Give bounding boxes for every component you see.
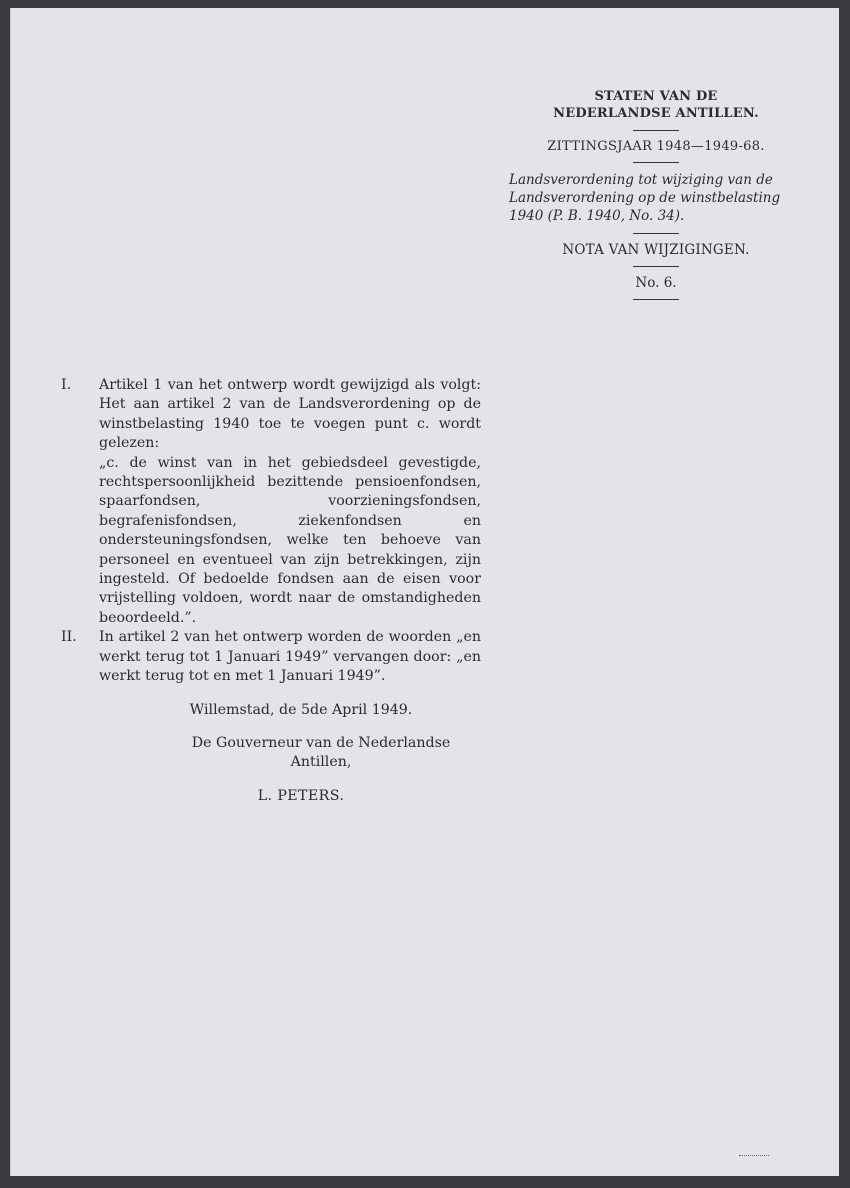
place-date: Willemstad, de 5de April 1949. xyxy=(189,701,413,718)
document-header xyxy=(501,88,811,308)
signatory-name: L. PETERS. xyxy=(257,787,345,804)
article-quote: „c. de winst van in het gebiedsdeel gevestigde, rechtspersoonlijkheid bezittende pensioenfondsen, spaarfondsen, voorzieningsfondsen, begrafenisfondsen, ziekenfondsen en ondersteuningsfondsen, welke ten behoeve van personeel en eventueel van zijn betrekkingen, zijn ingesteld. Of bedoelde fondsen aan de eisen voor vrijstelling voldoen, wordt naar de omstandigheden beoordeeld.”. xyxy=(99,454,481,626)
divider xyxy=(633,266,679,267)
session-year: ZITTINGSJAAR 1948—1949-68. xyxy=(547,139,765,154)
parliament-title-line1: STATEN VAN DE xyxy=(594,89,718,104)
divider xyxy=(633,299,679,300)
document-number: No. 6. xyxy=(635,275,677,291)
divider xyxy=(633,130,679,131)
article-item xyxy=(61,628,481,686)
amendments-body xyxy=(61,376,481,806)
article-text: In artikel 2 van het ontwerp worden de woorden „en werkt terug tot 1 Januari 1949” vervangen door: „en werkt terug tot en met 1 Januari 1949”. xyxy=(99,629,481,685)
document-type: NOTA VAN WIJZIGINGEN. xyxy=(562,242,750,258)
article-text: Artikel 1 van het ontwerp wordt gewijzigd als volgt: Het aan artikel 2 van de Landsverordening op de winstbelasting 1940 toe te voegen punt c. wordt gelezen: xyxy=(99,377,481,452)
signatory-office: De Gouverneur van de Nederlandse Antillen, xyxy=(191,734,451,771)
article-numeral: II. xyxy=(61,629,77,646)
signature-block xyxy=(61,701,481,807)
divider xyxy=(633,233,679,234)
document-page xyxy=(10,8,839,1176)
divider xyxy=(633,162,679,163)
parliament-title-line2: NEDERLANDSE ANTILLEN. xyxy=(553,106,759,121)
article-numeral: I. xyxy=(61,377,72,393)
paper-mark xyxy=(739,1155,769,1162)
article-item xyxy=(61,376,481,628)
bill-subject: Landsverordening tot wijziging van de Landsverordening op de winstbelasting 1940 (P. B. 1940, No. 34). xyxy=(509,172,781,224)
